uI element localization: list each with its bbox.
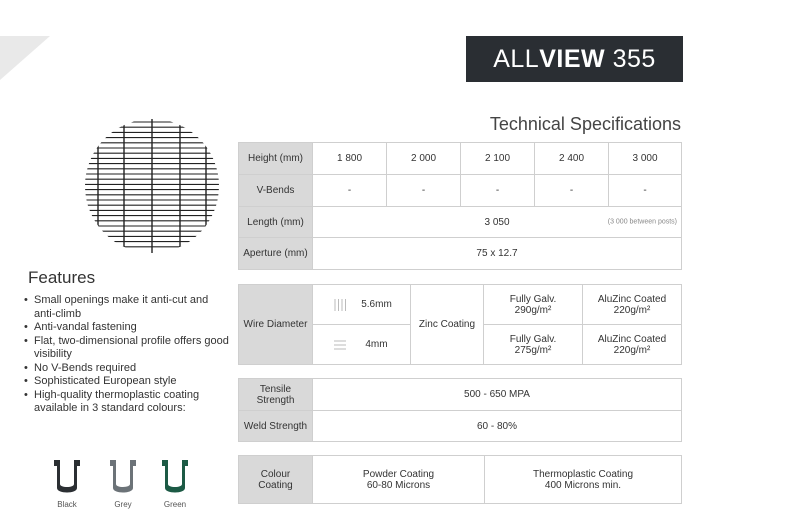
galv-cell-1: [484, 285, 583, 325]
aluzinc-cell-2: [583, 325, 682, 365]
aluzinc-label: AluZinc Coated: [597, 293, 667, 305]
profile-green-icon: [158, 458, 192, 498]
height-label: Height (mm): [239, 143, 313, 175]
height-value: 1 800: [313, 143, 387, 175]
vbends-value: -: [609, 175, 682, 207]
spec-heading: Technical Specifications: [489, 114, 681, 134]
vbends-value: -: [313, 175, 387, 207]
dimensions-table: [238, 142, 682, 270]
vbends-value: -: [535, 175, 609, 207]
wire-vertical-value: 5.6mm: [361, 299, 392, 310]
swatch-green: [158, 458, 192, 509]
vbends-value: -: [461, 175, 535, 207]
wire-label: Wire Diameter: [239, 285, 313, 365]
vbends-value: -: [387, 175, 461, 207]
powder-cell: [313, 456, 485, 504]
thermo-value: 400 Microns min.: [544, 479, 622, 491]
tensile-label: Tensile Strength: [239, 379, 313, 411]
powder-value: 60-80 Microns: [366, 479, 431, 491]
profile-black-icon: [50, 458, 84, 498]
wire-vertical-cell: [313, 285, 411, 325]
aluzinc-label: AluZinc Coated: [597, 333, 667, 345]
swatch-label: Grey: [114, 500, 132, 509]
thermo-label: Thermoplastic Coating: [532, 468, 634, 480]
height-value: 3 000: [609, 143, 682, 175]
feature-item: • Sophisticated European style: [22, 375, 232, 389]
length-cell: [313, 207, 682, 238]
swatch-label: Green: [163, 500, 187, 509]
horizontal-wires-icon: [333, 338, 347, 352]
thermo-cell: [485, 456, 682, 504]
height-value: 2 000: [387, 143, 461, 175]
corner-decoration: [0, 0, 50, 80]
vertical-wires-icon: [333, 298, 347, 312]
length-note: (3 000 between posts): [607, 218, 677, 226]
weld-value: 60 - 80%: [313, 411, 682, 442]
feature-item: • Small openings make it anti-cut and anti-climb: [22, 294, 232, 321]
profile-grey-icon: [106, 458, 140, 498]
wire-horizontal-value: 4mm: [365, 339, 388, 350]
product-title: [466, 36, 683, 82]
features-list: [22, 294, 232, 416]
zinc-label: Zinc Coating: [411, 285, 484, 365]
powder-label: Powder Coating: [362, 468, 435, 480]
aluzinc-value: 220g/m²: [613, 304, 651, 316]
wire-zinc-table: [238, 284, 682, 365]
height-value: 2 100: [461, 143, 535, 175]
swatch-grey: [106, 458, 140, 509]
galv-cell-2: [484, 325, 583, 365]
title-bold: VIEW: [539, 44, 606, 73]
wire-horizontal-cell: [313, 325, 411, 365]
feature-item: • No V-Bends required: [22, 362, 232, 376]
features-heading: Features: [28, 268, 96, 287]
mesh-panel-illustration: [84, 118, 220, 254]
height-value: 2 400: [535, 143, 609, 175]
length-value: 3 050: [484, 216, 510, 228]
title-prefix: ALL: [493, 44, 540, 73]
feature-item: • Flat, two-dimensional profile offers good visibility: [22, 335, 232, 362]
aperture-label: Aperture (mm): [239, 238, 313, 270]
galv-value: 275g/m²: [514, 344, 552, 356]
galv-label: Fully Galv.: [509, 333, 557, 345]
galv-value: 290g/m²: [514, 304, 552, 316]
swatch-label: Black: [57, 500, 77, 509]
swatch-black: [50, 458, 84, 509]
aperture-value: 75 x 12.7: [313, 238, 682, 270]
colour-swatches: [50, 458, 200, 510]
feature-item: • Anti-vandal fastening: [22, 321, 232, 335]
length-label: Length (mm): [239, 207, 313, 238]
coating-table: [238, 455, 682, 504]
title-number: 355: [612, 44, 656, 73]
weld-label: Weld Strength: [239, 411, 313, 442]
feature-item: • High-quality thermoplastic coating available in 3 standard colours:: [22, 389, 232, 416]
strength-table: [238, 378, 682, 442]
vbends-label: V-Bends: [239, 175, 313, 207]
galv-label: Fully Galv.: [509, 293, 557, 305]
colour-coating-label: Colour Coating: [239, 456, 313, 504]
tensile-value: 500 - 650 MPA: [313, 379, 682, 411]
aluzinc-value: 220g/m²: [613, 344, 651, 356]
aluzinc-cell-1: [583, 285, 682, 325]
